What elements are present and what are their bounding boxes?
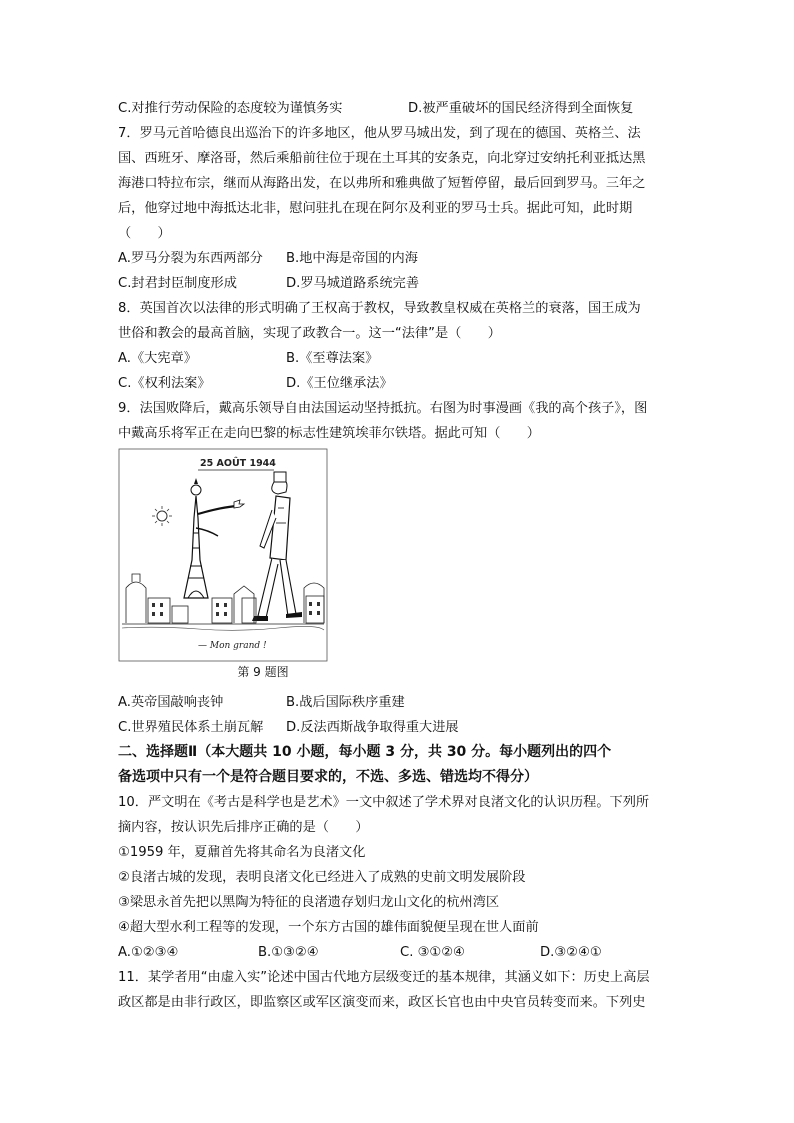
- q10-item: ③梁思永首先把以黑陶为特征的良渚遗存划归龙山文化的杭州湾区: [118, 895, 500, 910]
- q9-stem: [118, 396, 678, 446]
- q7-line: 海港口特拉布宗，继而从海路出发，在以弗所和雅典做了短暂停留，最后回到罗马。三年之: [118, 176, 646, 191]
- figure-caption: 第 9 题图: [237, 665, 289, 679]
- q11-line: 政区都是由非行政区，即监察区或军区演变而来，政区长官也由中央官员转变而来。下列史: [118, 995, 646, 1010]
- q9-option-b[interactable]: B.战后国际秩序重建: [286, 695, 405, 710]
- q8-option-d[interactable]: D.《王位继承法》: [286, 376, 393, 391]
- q9-option-c[interactable]: C.世界殖民体系土崩瓦解: [118, 720, 264, 735]
- q10-option-d[interactable]: D.③②④①: [540, 945, 602, 960]
- q6-option-c[interactable]: C.对推行劳动保险的态度较为谨慎务实: [118, 101, 343, 116]
- q7-option-d[interactable]: D.罗马城道路系统完善: [286, 276, 420, 291]
- cartoon-date-text: 25 AOÛT 1944: [200, 458, 276, 469]
- q10-item: ④超大型水利工程等的发现，一个东方古国的雄伟面貌便呈现在世人面前: [118, 920, 539, 935]
- q11-stem: [118, 965, 678, 1015]
- q10-options-row: [118, 940, 678, 965]
- q6-option-d[interactable]: D.被严重破坏的国民经济得到全面恢复: [408, 101, 634, 116]
- q8-option-a[interactable]: A.《大宪章》: [118, 351, 197, 366]
- q9-option-a[interactable]: A.英帝国敲响丧钟: [118, 695, 224, 710]
- q7-options-row: [118, 246, 678, 271]
- q9-figure: [118, 448, 328, 688]
- q8-line: 世俗和教会的最高首脑，实现了政教合一。这一“法律”是（ ）: [118, 326, 501, 341]
- q10-line: 10．严文明在《考古是科学也是艺术》一文中叙述了学术界对良渚文化的认识历程。下列所: [118, 795, 650, 810]
- q10-item: ②良渚古城的发现，表明良渚文化已经进入了成熟的史前文明发展阶段: [118, 870, 526, 885]
- q10-option-a[interactable]: A.①②③④: [118, 945, 179, 960]
- q6-options-row: [118, 96, 678, 121]
- q8-line: 8．英国首次以法律的形式明确了王权高于教权，导致教皇权威在英格兰的衰落，国王成为: [118, 301, 641, 316]
- q8-option-b[interactable]: B.《至尊法案》: [286, 351, 379, 366]
- q7-options-row: [118, 271, 678, 296]
- q11-line: 11．某学者用“由虚入实”论述中国古代地方层级变迁的基本规律，其涵义如下：历史上高层: [118, 970, 650, 985]
- de-gaulle-cartoon-image: [118, 448, 328, 662]
- q7-option-b[interactable]: B.地中海是帝国的内海: [286, 251, 418, 266]
- q9-options-row: [118, 690, 678, 715]
- q7-line: 7．罗马元首哈德良出巡治下的许多地区，他从罗马城出发，到了现在的德国、英格兰、法: [118, 126, 641, 141]
- q8-option-c[interactable]: C.《权利法案》: [118, 376, 211, 391]
- q8-options-row: [118, 346, 678, 371]
- q7-line: （ ）: [118, 226, 171, 241]
- q10-option-b[interactable]: B.①③②④: [258, 945, 319, 960]
- q9-line: 9．法国败降后，戴高乐领导自由法国运动坚持抵抗。右图为时事漫画《我的高个孩子》，图: [118, 401, 648, 416]
- q7-stem: [118, 121, 678, 246]
- section-2-heading: [118, 740, 678, 790]
- q10-stem: [118, 790, 678, 940]
- section-heading-line: 备选项中只有一个是符合题目要求的，不选、多选、错选均不得分）: [118, 769, 538, 785]
- q8-stem: [118, 296, 678, 346]
- q7-line: 后，他穿过地中海抵达北非，慰问驻扎在现在阿尔及利亚的罗马士兵。据此可知，此时期: [118, 201, 633, 216]
- q9-line: 中戴高乐将军正在走向巴黎的标志性建筑埃菲尔铁塔。据此可知（ ）: [118, 426, 540, 441]
- q8-options-row: [118, 371, 678, 396]
- q7-line: 国、西班牙、摩洛哥，然后乘船前往位于现在土耳其的安条克，向北穿过安纳托利亚抵达黑: [118, 151, 646, 166]
- q9-options-row: [118, 715, 678, 740]
- cartoon-caption-text: — Mon grand !: [198, 641, 267, 651]
- q10-line: 摘内容，按认识先后排序正确的是（ ）: [118, 820, 369, 835]
- q9-option-d[interactable]: D.反法西斯战争取得重大进展: [286, 720, 459, 735]
- section-heading-line: 二、选择题Ⅱ（本大题共 10 小题，每小题 3 分，共 30 分。每小题列出的四个: [118, 744, 612, 760]
- q7-option-a[interactable]: A.罗马分裂为东西两部分: [118, 251, 263, 266]
- q10-option-c[interactable]: C. ③①②④: [400, 945, 465, 960]
- q10-item: ①1959 年，夏鼐首先将其命名为良渚文化: [118, 845, 366, 860]
- exam-page: [118, 96, 678, 1015]
- q7-option-c[interactable]: C.封君封臣制度形成: [118, 276, 237, 291]
